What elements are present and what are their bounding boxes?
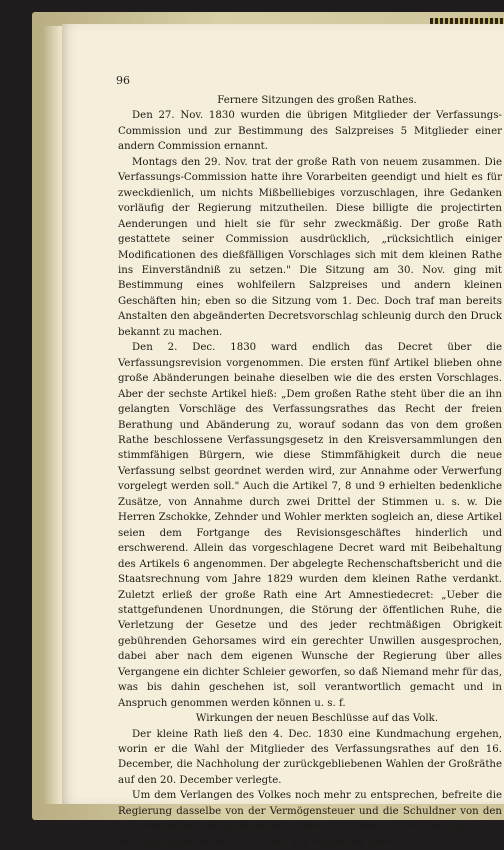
section-heading-effects: Wirkungen der neuen Beschlüsse auf das Volk. xyxy=(195,713,439,725)
paragraph: Um dem Verlangen des Volkes noch mehr zu entsprechen, befreite die Regierung dasselbe von der Vermögensteuer und die Schuldner von den beschwerlichen Schuldenboten. Aber alle diese Erleichterungen und Bewilligungen reichten nicht hin der Regierung jenes Zu- xyxy=(118,790,502,848)
page-number: 96 xyxy=(116,74,130,87)
page-text xyxy=(118,74,502,850)
book-page xyxy=(62,24,504,848)
paragraph: Montags den 29. Nov. trat der große Rath von neuem zusammen. Die Verfassungs-Commission hatte ihre Vorarbeiten geendigt und hielt es für zweckdienlich, um nichts Mißbelliebiges vorzuschlagen, ihre Gedanken vorläufig der Regierung mitzutheilen. Diese billigte die projectirten Aenderungen und hielt sie für sehr zweckmäßig. Der große Rath gestattete seiner Commission ausdrücklich, „rücksichtlich einiger Modificationen des dießfälligen Vorschlages sich mit dem kleinen Rathe ins Einverständniß zu setzen." Die Sitzung am 30. Nov. ging mit Bestimmung eines wohlfeilern Salzpreises und andern kleinen Geschäften hin; eben so die Sitzung vom 1. Dec. Doch traf man bereits Anstalten den abgeänderten Decretsvorschlag schleunig durch den Druck bekannt zu machen. xyxy=(118,156,502,338)
paragraph: Den 2. Dec. 1830 ward endlich das Decret über die Verfassungsrevision vorgenommen. Die ersten fünf Artikel blieben ohne große Abänderungen beinahe dieselben wie die des ersten Vorschlages. Aber der sechste Artikel hieß: „Dem großen Rathe steht über die an ihn gelangten Vorschläge des Verfassungsrathes das Recht der freien Berathung und Abänderung zu, worauf sodann das von dem großen Rathe beschlossene Verfassungsgesetz in den Kreisversammlungen den stimmfähigen Bürgern, wie diese Stimmfähigkeit durch die neue Verfassung selbst geordnet werden wird, zur Annahme oder Verwerfung vorgelegt werden soll." Auch die Artikel 7, 8 und 9 erhielten bedenkliche Zusätze, von Annahme durch zwei Drittel der Stimmen u. s. w. Die Herren Zschokke, Zehnder und Wohler merkten sogleich an, diese Artikel seien dem Fortgange des Revisionsgeschäftes hinderlich und erschwerend. Allein das vorgeschlagene Decret ward mit Beibehaltung des Artikels 6 angenommen. Der abgelegte Rechenschaftsbericht und die Staatsrechnung vom Jahre 1829 wurden dem kleinen Rathe verdankt. Zuletzt erließ der große Rath eine Art Amnestiedecret: „Ueber die stattgefundenen Unordnungen, die Störung der öffentlichen Ruhe, die Verletzung der Gesetze und des jeder rechtmäßigen Obrigkeit gebührenden Gehorsames wird ein gerechter Unwillen ausgesprochen, dabei aber nach dem eigenen Wunsche der Regierung über alles Vergangene ein dichter Schleier geworfen, so daß Niemand mehr für das, was bis dahin geschehen ist, soll verantwortlich gemacht und in Anspruch genommen werden können u. s. f. xyxy=(118,342,502,709)
section-heading-sessions: Fernere Sitzungen des großen Rathes. xyxy=(217,95,417,106)
paragraph: Der kleine Rath ließ den 4. Dec. 1830 eine Kundmachung ergehen, worin er die Wahl der Mitglieder des Verfassungsrathes auf den 16. December, die Nachholung der zurückgebliebenen Wahlen der Großräthe auf den 20. December verlegte. xyxy=(118,728,502,786)
paragraph: Den 27. Nov. 1830 wurden die übrigen Mitglieder der Verfassungs-Commission und zur Bestimmung des Salzpreises 5 Mitglieder einer andern Commission ernannt. xyxy=(118,110,502,153)
